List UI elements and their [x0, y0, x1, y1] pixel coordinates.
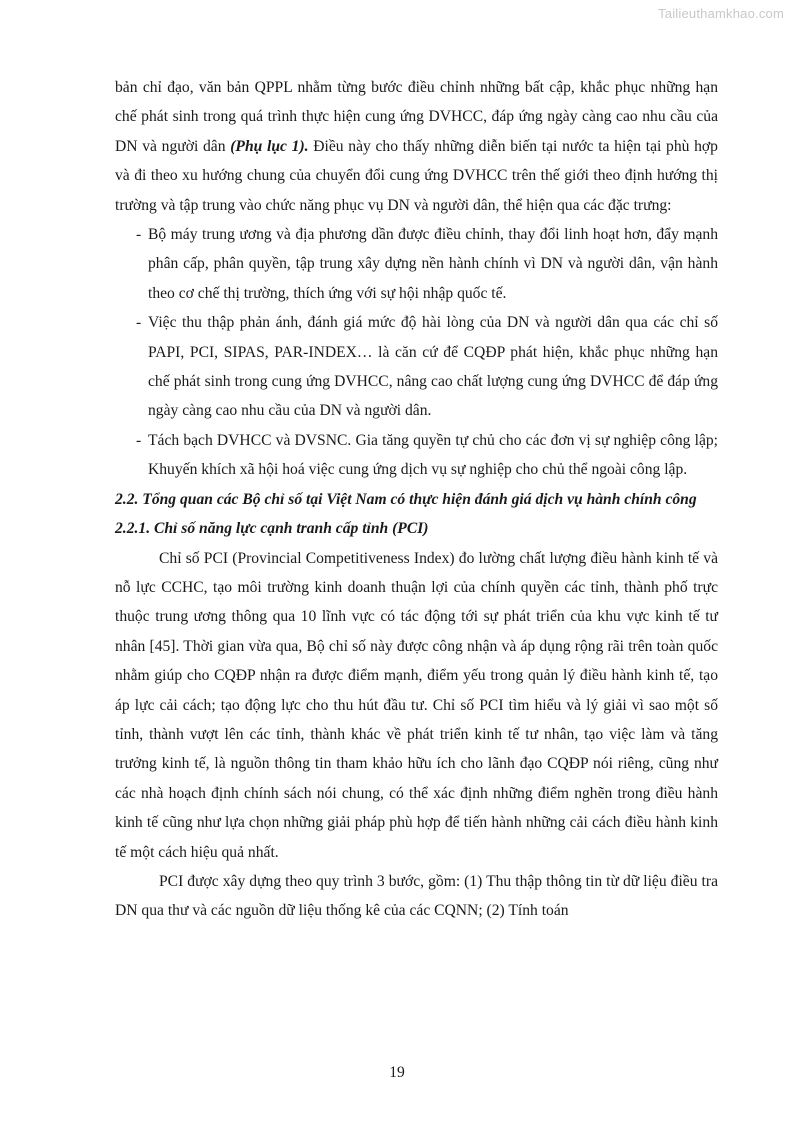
- bullet-text: Bộ máy trung ương và địa phương dần được điều chỉnh, thay đổi linh hoạt hơn, đẩy mạnh phân cấp, phân quyền, tập trung xây dựng nền hành chính vì DN và người dân, vận hành theo cơ chế thị trường, thích ứng với sự hội nhập quốc tế.: [148, 226, 718, 302]
- paragraph-intro: [115, 73, 718, 220]
- paragraph-intro-text-b: Điều này cho thấy những diễn biến tại nước ta hiện tại phù hợp và đi theo xu hướng chung của chuyển đổi cung ứng DVHCC trên thế giới theo định hướng thị trường và tập trung vào chức năng phục vụ DN và người dân, thể hiện qua các đặc trưng:: [115, 137, 718, 214]
- paragraph-pci: Chỉ số PCI (Provincial Competitiveness Index) đo lường chất lượng điều hành kinh tế và nỗ lực CCHC, tạo môi trường kinh doanh thuận lợi của chính quyền các tỉnh, thành phố trực thuộc trung ương thông qua 10 lĩnh vực có tác động tới sự phát triển của khu vực kinh tế tư nhân [45]. Thời gian vừa qua, Bộ chỉ số này được công nhận và áp dụng rộng rãi trên toàn quốc nhằm giúp cho CQĐP nhận ra được điểm mạnh, điểm yếu trong quản lý điều hành kinh tế, tạo áp lực cải cách; tạo động lực cho thu hút đầu tư. Chỉ số PCI tìm hiểu và lý giải vì sao một số tỉnh, thành vượt lên các tỉnh, thành khác về phát triển kinh tế tư nhân, tạo việc làm và tăng trưởng kinh tế, là nguồn thông tin tham khảo hữu ích cho lãnh đạo CQĐP nói riêng, cũng như các nhà hoạch định chính sách nói chung, có thể xác định những điểm nghẽn trong điều hành kinh tế cũng như lựa chọn những giải pháp phù hợp để tiến hành những cải cách điều hành kinh tế một cách hiệu quả nhất.: [115, 549, 718, 861]
- bullet-item: [115, 220, 718, 308]
- bullet-item: [115, 426, 718, 485]
- bullet-dash: -: [136, 314, 142, 332]
- page-number: 19: [389, 1064, 405, 1081]
- bullet-dash: -: [136, 226, 142, 244]
- document-body: [115, 73, 718, 926]
- subsection-heading: 2.2.1. Chỉ số năng lực cạnh tranh cấp tỉnh (PCI): [115, 520, 429, 538]
- paragraph-intro-text-a: bản chỉ đạo, văn bản QPPL nhằm từng bước điều chỉnh những bất cập, khắc phục những hạn chế phát sinh trong quá trình thực hiện cung ứng DVHCC, đáp ứng ngày càng cao nhu cầu của DN và người dân: [115, 79, 718, 155]
- appendix-reference: (Phụ lục 1).: [230, 137, 309, 155]
- bullet-text: Tách bạch DVHCC và DVSNC. Gia tăng quyền tự chủ cho các đơn vị sự nghiệp công lập; Khuyến khích xã hội hoá việc cung ứng dịch vụ sự nghiệp cho chủ thể ngoài công lập.: [148, 431, 718, 479]
- bullet-item: [115, 308, 718, 426]
- section-heading: 2.2. Tổng quan các Bộ chỉ số tại Việt Nam có thực hiện đánh giá dịch vụ hành chính công: [115, 490, 697, 508]
- bullet-dash: -: [136, 431, 142, 449]
- watermark: Tailieuthamkhao.com: [658, 6, 784, 21]
- paragraph-process: PCI được xây dựng theo quy trình 3 bước, gồm: (1) Thu thập thông tin từ dữ liệu điều tra DN qua thư và các nguồn dữ liệu thống kê của các CQNN; (2) Tính toán: [115, 872, 718, 920]
- bullet-text: Việc thu thập phản ánh, đánh giá mức độ hài lòng của DN và người dân qua các chỉ số PAPI, PCI, SIPAS, PAR-INDEX… là căn cứ để CQĐP phát hiện, khắc phục những hạn chế phát sinh trong cung ứng DVHCC, nâng cao chất lượng cung ứng DVHCC để đáp ứng ngày càng cao nhu cầu của DN và người dân.: [148, 314, 718, 420]
